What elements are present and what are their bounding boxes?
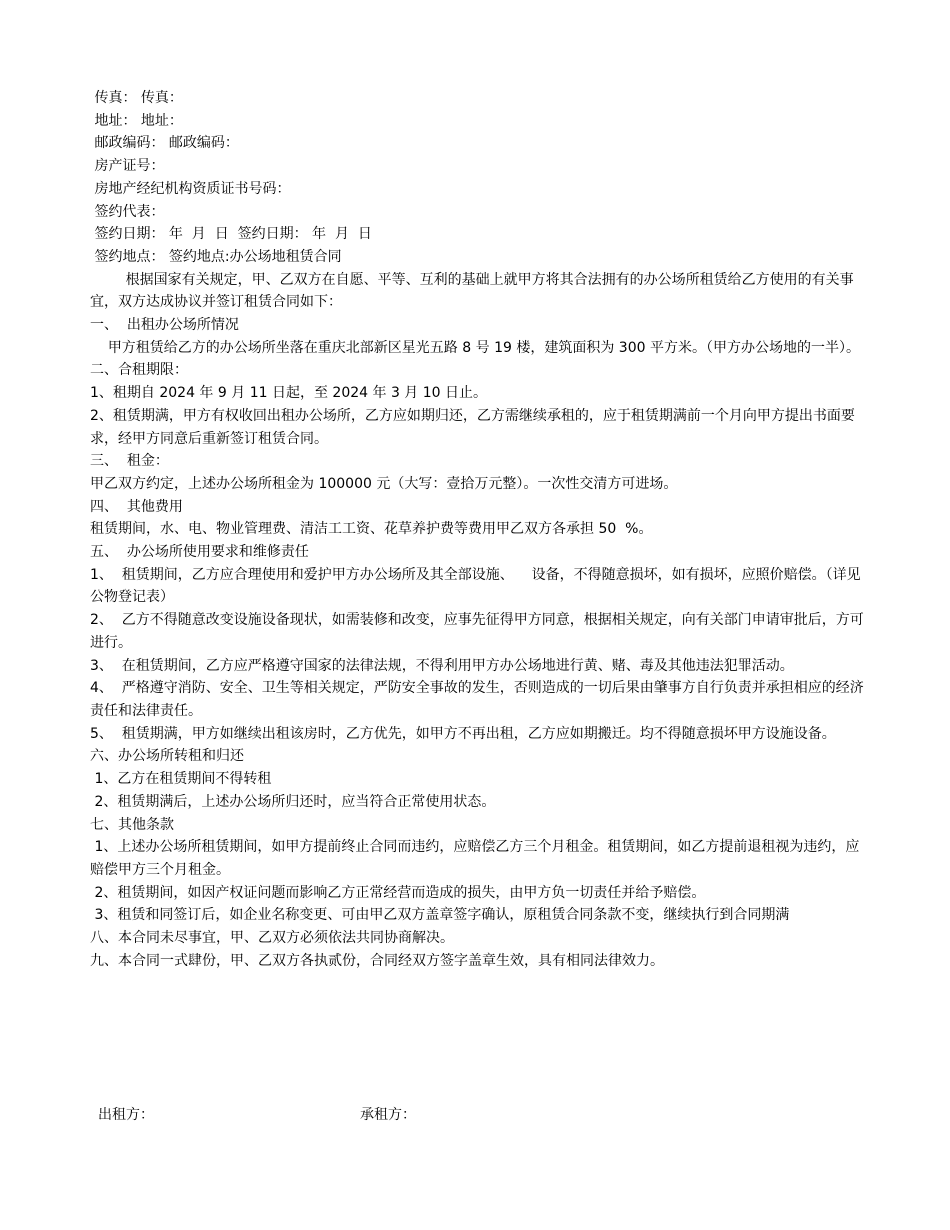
- clause-paragraph: 2、租赁期满，甲方有权收回出租办公场所，乙方应如期归还，乙方需继续承租的，应于租赁期满前一个月向甲方提出书面要求，经甲方同意后重新签订租赁合同。: [90, 407, 855, 447]
- header-info: [90, 87, 870, 269]
- clause-paragraph: 租赁期间，水、电、物业管理费、清洁工工资、花草养护费等费用甲乙双方各承担 50 %。: [90, 521, 653, 538]
- section-heading: 八、本合同未尽事宜，甲、乙双方必须依法共同协商解决。: [90, 930, 454, 947]
- clause-paragraph: 3、租赁和同签订后，如企业名称变更、可由甲乙双方盖章签字确认，原租赁合同条款不变，继续执行到合同期满: [90, 907, 790, 924]
- section-heading: 五、 办公场所使用要求和维修责任: [90, 544, 309, 561]
- agency-cert-line: 房地产经纪机构资质证书号码：: [90, 180, 291, 197]
- clause-paragraph: 甲乙双方约定，上述办公场所租金为 100000 元（大写：壹拾万元整）。一次性交清方可进场。: [90, 475, 678, 492]
- clause-paragraph: 4、 严格遵守消防、安全、卫生等相关规定，严防安全事故的发生，否则造成的一切后果由肇事方自行负责并承担相应的经济责任和法律责任。: [90, 680, 864, 719]
- clause-paragraph: 1、上述办公场所租赁期间，如甲方提前终止合同而违约，应赔偿乙方三个月租金。租赁期间，如乙方提前退租视为违约，应赔偿甲方三个月租金。: [90, 839, 860, 878]
- contract-clauses: [90, 269, 870, 973]
- signing-date-line: 签约日期： 年 月 日 签约日期： 年 月 日: [90, 226, 372, 243]
- clause-paragraph: 2、租赁期间，如因产权证问题而影响乙方正常经营而造成的损失，由甲方负一切责任并给予赔偿。: [90, 884, 706, 901]
- lessee-signature-label: 承租方：: [360, 1107, 416, 1123]
- clause-paragraph: 5、 租赁期满，甲方如继续出租该房时，乙方优先，如甲方不再出租，乙方应如期搬迁。均不得随意损坏甲方设施设备。: [90, 725, 836, 742]
- section-heading: 一、 出租办公场所情况: [90, 317, 239, 334]
- clause-paragraph: 1、乙方在租赁期间不得转租: [90, 771, 272, 788]
- section-heading: 九、本合同一式肆份，甲、乙双方各执贰份，合同经双方签字盖章生效，具有相同法律效力。: [90, 952, 664, 969]
- fax-line: 传真： 传真：: [90, 90, 183, 106]
- section-heading: 二、合租期限：: [90, 362, 188, 379]
- clause-paragraph: 1、租期自 2024 年 9 月 11 日起，至 2024 年 3 月 10 日止。: [90, 385, 488, 402]
- contract-body: [90, 87, 870, 972]
- signing-rep-line: 签约代表：: [90, 203, 165, 220]
- property-cert-line: 房产证号：: [90, 158, 165, 175]
- section-heading: 三、 租金：: [90, 453, 169, 470]
- clause-paragraph: 1、 租赁期间，乙方应合理使用和爱护甲方办公场所及其全部设施、 设备，不得随意损坏，如有损坏，应照价赔偿。（详见公物登记表）: [90, 566, 861, 606]
- preamble: 根据国家有关规定，甲、乙双方在自愿、平等、互利的基础上就甲方将其合法拥有的办公场所租赁给乙方使用的有关事宜，双方达成协议并签订租赁合同如下：: [90, 271, 854, 311]
- clause-paragraph: 2、租赁期满后，上述办公场所归还时，应当符合正常使用状态。: [90, 793, 496, 810]
- address-line: 地址： 地址：: [90, 112, 183, 129]
- postal-code-line: 邮政编码： 邮政编码：: [90, 135, 239, 152]
- section-heading: 四、 其他费用: [90, 498, 183, 515]
- clause-paragraph: 3、 在租赁期间，乙方应严格遵守国家的法律法规，不得利用甲方办公场地进行黄、赌、毒及其他违法犯罪活动。: [90, 657, 794, 674]
- clause-paragraph: 甲方租赁给乙方的办公场所坐落在重庆北部新区星光五路 8 号 19 楼，建筑面积为 300 平方米。（甲方办公场地的一半）。: [90, 339, 860, 356]
- lessor-signature-label: 出租方：: [98, 1107, 154, 1123]
- clause-paragraph: 2、 乙方不得随意改变设施设备现状，如需装修和改变，应事先征得甲方同意，根据相关规定，向有关部门申请审批后，方可进行。: [90, 612, 864, 651]
- section-heading: 七、其他条款: [90, 816, 174, 833]
- signing-place-line: 签约地点： 签约地点:办公场地租赁合同: [90, 248, 342, 265]
- section-heading: 六、办公场所转租和归还: [90, 748, 244, 765]
